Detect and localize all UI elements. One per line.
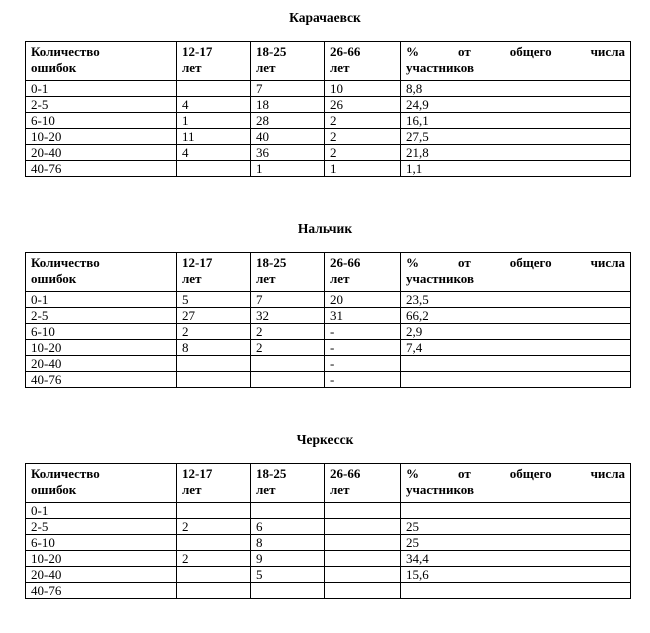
section-title-karachaevsk: Карачаевск — [289, 10, 361, 25]
table-cell: 0-1 — [26, 81, 177, 97]
table-cell: 0-1 — [26, 292, 177, 308]
header-text: лет — [256, 271, 276, 286]
table-cell: 6-10 — [26, 535, 177, 551]
header-age-12-17 — [177, 464, 251, 503]
header-text: лет — [256, 60, 276, 75]
header-text: 12-17 — [182, 466, 213, 481]
header-age-26-66 — [325, 42, 401, 81]
table-cell: 11 — [177, 129, 251, 145]
table-cell — [325, 519, 401, 535]
table-cell: 4 — [177, 97, 251, 113]
table-cell — [325, 535, 401, 551]
table-cell — [251, 356, 325, 372]
header-text: 18-25 — [256, 466, 287, 481]
table-cell: 31 — [325, 308, 401, 324]
table-cell — [325, 551, 401, 567]
table-cell: 2 — [325, 145, 401, 161]
table-cell: 25 — [401, 519, 631, 535]
table-cell: 5 — [251, 567, 325, 583]
table-cell — [177, 503, 251, 519]
table-row — [26, 567, 631, 583]
table-cell: 25 — [401, 535, 631, 551]
table-cell: 10-20 — [26, 129, 177, 145]
header-text: лет — [182, 60, 202, 75]
table-row — [26, 161, 631, 177]
header-text: % от общего числа — [406, 255, 625, 270]
table-cell: 2 — [177, 519, 251, 535]
table-cell: 7,4 — [401, 340, 631, 356]
table-row — [26, 503, 631, 519]
header-text: 26-66 — [330, 44, 361, 59]
header-text: ошибок — [31, 482, 77, 497]
table-cell — [401, 372, 631, 388]
table-cherkessk — [25, 463, 631, 599]
table-row — [26, 372, 631, 388]
table-cell: 20-40 — [26, 356, 177, 372]
header-text: ошибок — [31, 60, 77, 75]
header-age-18-25 — [251, 42, 325, 81]
table-cell: 27 — [177, 308, 251, 324]
table-cell — [177, 372, 251, 388]
table-cell: 40 — [251, 129, 325, 145]
table-cell: 2 — [177, 324, 251, 340]
table-cell — [177, 583, 251, 599]
table-cell: 20 — [325, 292, 401, 308]
table-cell: 1 — [251, 161, 325, 177]
table-cell: - — [325, 372, 401, 388]
header-percent — [401, 464, 631, 503]
table-cell — [177, 356, 251, 372]
table-cell — [177, 567, 251, 583]
header-text: лет — [330, 271, 350, 286]
table-cell: 66,2 — [401, 308, 631, 324]
table-cell: 2 — [251, 324, 325, 340]
header-age-18-25 — [251, 253, 325, 292]
header-text: Количество — [31, 255, 100, 270]
header-text: лет — [182, 482, 202, 497]
table-cell: 2 — [177, 551, 251, 567]
header-age-12-17 — [177, 42, 251, 81]
table-cell: 6-10 — [26, 324, 177, 340]
table-cell: - — [325, 324, 401, 340]
table-cell: 9 — [251, 551, 325, 567]
table-row — [26, 292, 631, 308]
table-cell: 8 — [251, 535, 325, 551]
table-cell: 2-5 — [26, 519, 177, 535]
header-percent — [401, 42, 631, 81]
header-text: участников — [406, 60, 474, 75]
table-cell: 20-40 — [26, 145, 177, 161]
table-cell — [325, 503, 401, 519]
header-text: 12-17 — [182, 255, 213, 270]
header-age-26-66 — [325, 464, 401, 503]
table-cell — [177, 161, 251, 177]
table-cell: 8 — [177, 340, 251, 356]
table-row — [26, 129, 631, 145]
table-cell: 10-20 — [26, 340, 177, 356]
table-cell: 7 — [251, 292, 325, 308]
table-cell — [177, 81, 251, 97]
table-cell: 32 — [251, 308, 325, 324]
table-row — [26, 551, 631, 567]
header-text: 18-25 — [256, 44, 287, 59]
table-cell: 24,9 — [401, 97, 631, 113]
table-cell: 1,1 — [401, 161, 631, 177]
table-header-row — [26, 253, 631, 292]
header-text: 26-66 — [330, 255, 361, 270]
table-cell: 27,5 — [401, 129, 631, 145]
table-cell: 4 — [177, 145, 251, 161]
section-title-nalchik: Нальчик — [297, 221, 353, 236]
table-cell: 40-76 — [26, 161, 177, 177]
table-cell — [177, 535, 251, 551]
table-row — [26, 340, 631, 356]
table-cell: 34,4 — [401, 551, 631, 567]
table-row — [26, 113, 631, 129]
header-text: ошибок — [31, 271, 77, 286]
header-percent — [401, 253, 631, 292]
table-cell — [401, 356, 631, 372]
table-cell: 15,6 — [401, 567, 631, 583]
table-cell: 2 — [325, 129, 401, 145]
header-text: лет — [256, 482, 276, 497]
table-row — [26, 356, 631, 372]
table-row — [26, 583, 631, 599]
table-cell — [251, 503, 325, 519]
table-cell — [401, 583, 631, 599]
header-errors — [26, 464, 177, 503]
table-row — [26, 324, 631, 340]
table-cell: 8,8 — [401, 81, 631, 97]
table-cell: 6-10 — [26, 113, 177, 129]
table-row — [26, 519, 631, 535]
table-cell: 20-40 — [26, 567, 177, 583]
table-row — [26, 308, 631, 324]
header-errors — [26, 253, 177, 292]
table-cell: 2 — [251, 340, 325, 356]
table-cell: - — [325, 356, 401, 372]
header-text: Количество — [31, 44, 100, 59]
table-cell: 26 — [325, 97, 401, 113]
table-cell — [401, 503, 631, 519]
header-text: % от общего числа — [406, 44, 625, 59]
table-cell: 2 — [325, 113, 401, 129]
table-cell: 0-1 — [26, 503, 177, 519]
section-title-cherkessk: Черкесск — [296, 432, 354, 447]
header-age-26-66 — [325, 253, 401, 292]
table-cell: 2-5 — [26, 97, 177, 113]
table-cell: 2-5 — [26, 308, 177, 324]
header-errors — [26, 42, 177, 81]
table-row — [26, 145, 631, 161]
table-row — [26, 97, 631, 113]
table-cell: 40-76 — [26, 372, 177, 388]
table-cell: 36 — [251, 145, 325, 161]
table-cell: 40-76 — [26, 583, 177, 599]
table-header-row — [26, 42, 631, 81]
table-cell: - — [325, 340, 401, 356]
table-cell: 5 — [177, 292, 251, 308]
table-cell: 7 — [251, 81, 325, 97]
header-age-12-17 — [177, 253, 251, 292]
table-cell: 18 — [251, 97, 325, 113]
table-cell: 1 — [325, 161, 401, 177]
table-cell — [251, 372, 325, 388]
header-text: 18-25 — [256, 255, 287, 270]
table-cell: 6 — [251, 519, 325, 535]
header-age-18-25 — [251, 464, 325, 503]
table-cell: 10 — [325, 81, 401, 97]
header-text: Количество — [31, 466, 100, 481]
header-text: лет — [330, 60, 350, 75]
table-cell — [325, 583, 401, 599]
table-nalchik — [25, 252, 631, 388]
table-cell: 28 — [251, 113, 325, 129]
table-karachaevsk — [25, 41, 631, 177]
header-text: 12-17 — [182, 44, 213, 59]
header-text: лет — [330, 482, 350, 497]
table-cell: 21,8 — [401, 145, 631, 161]
table-row — [26, 535, 631, 551]
table-cell: 1 — [177, 113, 251, 129]
table-cell: 16,1 — [401, 113, 631, 129]
header-text: участников — [406, 482, 474, 497]
table-cell — [325, 567, 401, 583]
header-text: лет — [182, 271, 202, 286]
table-cell: 2,9 — [401, 324, 631, 340]
header-text: % от общего числа — [406, 466, 625, 481]
table-cell — [251, 583, 325, 599]
header-text: 26-66 — [330, 466, 361, 481]
table-cell: 10-20 — [26, 551, 177, 567]
table-row — [26, 81, 631, 97]
table-header-row — [26, 464, 631, 503]
table-cell: 23,5 — [401, 292, 631, 308]
header-text: участников — [406, 271, 474, 286]
